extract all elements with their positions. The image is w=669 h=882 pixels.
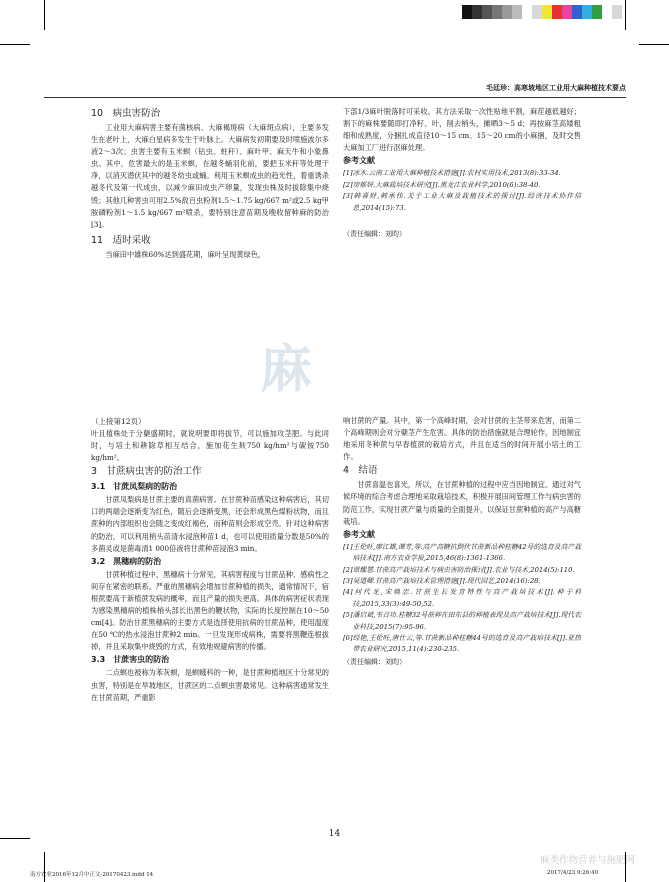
color-swatch bbox=[522, 5, 532, 19]
paragraph: 甘蔗种植过程中，黑穗病十分常见，其病害程度与甘蔗品种、感病性之间存在紧密的联系。严重的黑穗病会增加甘蔗种植的损失，通常情况下，宿根蔗要高于新植蔗发病的概率，而且产量的损失更高。具体的病害症状表现为感染黑穗病的植株梢头部长出黑色的鞭状物，实际的长度控制在10～50 cm[4]。防治甘蔗黑穗病的主要方式是选择使用抗病的甘蔗品种，使用温度在50 ℃的热水浸泡甘蔗种2 min。一旦发现形成病株，需要将黑鞭连根拔掉，并且采取集中烧毁的方式，有效地规避病害的传播。 bbox=[91, 569, 329, 652]
color-calibration-bar bbox=[462, 5, 622, 19]
reference-item: [2]覃耀慧.甘蔗高产栽培技术与病虫害防治探讨[J].农业与技术,2014(5):110. bbox=[343, 565, 575, 574]
color-swatch bbox=[602, 5, 612, 19]
reference-item: [3]吴道卿.甘蔗高产栽培技术管理措施[J].现代园艺,2014(16):28. bbox=[343, 576, 541, 585]
color-swatch bbox=[582, 5, 592, 19]
color-swatch bbox=[532, 5, 542, 19]
subsection-3-1-title: 3.1 甘蔗凤梨病的防治 bbox=[91, 482, 178, 492]
section-10-title: 10 病虫害防治 bbox=[91, 108, 161, 119]
paragraph: 下部1/3麻叶脱落时可采收。其方法采取一次性贴地平割，麻茬越低越好；割下的麻株要随即打净籽、叶，削去梢头，摊晒3～5 d；再按麻茎高矮粗细和成熟度，分捆扎成直径10～15 cm、15～20 cm的小麻捆，及时交售大麻加工厂进行沤麻处理。 bbox=[343, 107, 581, 153]
references-heading: 参考文献 bbox=[343, 156, 375, 166]
reference-item: [1]冰木.云南工业用大麻种植技术措施[J].农村实用技术,2013(8):33-34. bbox=[343, 169, 561, 178]
color-swatch bbox=[542, 5, 552, 19]
crop-mark bbox=[639, 44, 669, 45]
paragraph: 甘蔗喜温也喜光，所以，在甘蔗种植的过程中应当因地制宜。通过对气候环境的综合考虑合理地采取栽培技术，积极开展田间管理工作与病虫害的防范工作，实现甘蔗产量与质量的全面提升，以保证甘蔗种植的高产与高糖栽培。 bbox=[343, 480, 581, 526]
paragraph: 工业用大麻病害主要有菌核病、大麻褐斑病（大麻斑点病），主要多发生在老叶上，大麻白星病多发生于叶脉上。大麻病发初期要及时喷施波尔多液2～3次；虫害主要有玉米螟（钻虫、蛀秆）、麻叶甲、麻天牛和小象鼻虫。其中，危害最大的是玉米螟，在越冬蛹羽化前，要把玉米秆等处理干净，以消灭潜伏其中的越冬幼虫或蛹。利用玉米螟成虫的趋光性，着重诱杀越冬代及第一代成虫，以减少麻田成虫产卵量，发现虫株及时拔除集中烧毁；其他几种害虫可用2.5%敌百虫粉剂1.5～1.75 kg/667 m²或2.5 kg甲胺磷粉剂1～1.5 kg/667 m²喷杀，要特别注意苗期及晚收留种麻的防治[3]。 bbox=[91, 123, 329, 229]
color-swatch bbox=[482, 5, 492, 19]
reference-list bbox=[343, 168, 581, 214]
references-heading: 参考文献 bbox=[343, 529, 375, 539]
color-swatch bbox=[512, 5, 522, 19]
print-slug-file: 南方农业2016年12月中正文-20170423.indd 14 bbox=[30, 872, 154, 878]
reference-item: [6]经艳,王伦旺,唐仕云,等.甘蔗新品种桂糖44号的选育及高产栽培技术[J].亚热带农业研究,2015,11(4):230-235. bbox=[343, 634, 581, 654]
print-slug-time: 2017/4/23 9:26:40 bbox=[547, 870, 599, 876]
color-swatch bbox=[612, 5, 622, 19]
color-swatch bbox=[492, 5, 502, 19]
color-swatch bbox=[592, 5, 602, 19]
paragraph: 甘蔗凤梨病是甘蔗主要的真菌病害。在甘蔗种苗感染这种病害后，其切口的两端会逐渐变为红色，随后会逐渐变黑，还会形成黑色煤粉状物，而且蔗种的内部组织也会随之变成红褐色，而种苗则会形成空壳。针对这种病害的防治，可以利用梢头苗清水浸泡种苗1 d，也可以使用质量分数是50%的多菌灵或是菌毒清1 000倍液将甘蔗种苗浸泡3 min。 bbox=[91, 495, 329, 553]
bottom-right-column bbox=[343, 415, 581, 668]
continued-from-note: （上接第12页） bbox=[91, 417, 146, 426]
color-swatch bbox=[572, 5, 582, 19]
paragraph: 二点螟也被称为苯灰螟，是螟蛾科的一种，是甘蔗种植地区十分常见的虫害，特别是在旱坡地区，甘蔗区的二点螟虫害最常见。这种病害通常发生在甘蔗苗期，严重影 bbox=[91, 668, 329, 702]
reference-list bbox=[343, 542, 581, 656]
reference-item: [2]房郁妍.大麻栽培技术研究[J].黑龙江农业科学,2010(6):38-40. bbox=[343, 180, 541, 189]
reference-item: [1]王伦旺,廖江雄,谭芳,等.高产高糖抗倒伏甘蔗新品种桂糖42号的选育及高产栽培技术[J].南方农业学报,2015,46(8):1361-1366. bbox=[343, 542, 581, 563]
reference-item: [5]潘启斌,韦召功.桂糖32号蔗种在田东县的种植表现及高产栽培技术[J].现代农业科技,2015(7):95-96. bbox=[343, 611, 581, 631]
section-11-title: 11 适时采收 bbox=[91, 234, 151, 246]
crop-mark bbox=[625, 0, 626, 30]
crop-mark bbox=[0, 44, 30, 45]
paragraph: 叶且植株处于分蘖盛期时，就说明要即将拔节，可以施加攻茎肥。与此同时，与培土和耕除草相互结合，施加花生麸750 kg/hm²与碳铵750 kg/hm²。 bbox=[91, 429, 329, 463]
color-swatch bbox=[502, 5, 512, 19]
color-swatch bbox=[462, 5, 472, 19]
running-header bbox=[44, 83, 626, 98]
bottom-left-column bbox=[91, 415, 329, 704]
page-number: 14 bbox=[328, 829, 341, 839]
responsible-editor: （责任编辑：刘昀） bbox=[343, 657, 406, 666]
top-right-column bbox=[343, 106, 581, 240]
running-title: 毛廷珍：高寒坡地区工业用大麻种植技术要点 bbox=[486, 84, 626, 92]
paragraph: 响甘蔗的产量。其中，第一个高峰时期，会对甘蔗的主茎带来危害，而第二个高峰期则会对分蘖茎产生危害。具体的防治措施就是合理轮作，因地制宜地采用冬种蔗与早春植蔗的栽培方式，并且在适当的时间开展小培土的工作。 bbox=[343, 416, 581, 462]
color-swatch bbox=[472, 5, 482, 19]
reference-item: [3]韩喜财,韩承伟.关于工业大麻及栽植技术的探讨[J].经济技术协作信息,2014(15):73. bbox=[343, 192, 581, 212]
crop-mark bbox=[44, 0, 45, 30]
section-4-title: 4 结语 bbox=[343, 465, 378, 477]
site-watermark-text: 麻类作物营养与施肥网 bbox=[540, 855, 636, 866]
subsection-3-3-title: 3.3 甘蔗害虫的防治 bbox=[91, 655, 170, 665]
watermark-logo: 麻 bbox=[260, 340, 309, 400]
color-swatch bbox=[552, 5, 562, 19]
top-left-column bbox=[91, 106, 329, 261]
subsection-3-2-title: 3.2 黑穗病的防治 bbox=[91, 556, 162, 566]
reference-item: [4]何代龙,宋焕忠.甘蔗生长发育特性与高产栽培技术[J].种子科技,2015,33(3):49-50,52. bbox=[343, 588, 581, 608]
color-swatch bbox=[562, 5, 572, 19]
section-3-title: 3 甘蔗病虫害的防治工作 bbox=[91, 466, 202, 478]
responsible-editor: （责任编辑：刘昀） bbox=[343, 230, 406, 238]
paragraph: 当麻田中雄株60%达到盛花期，麻叶呈现黄绿色， bbox=[105, 249, 266, 259]
